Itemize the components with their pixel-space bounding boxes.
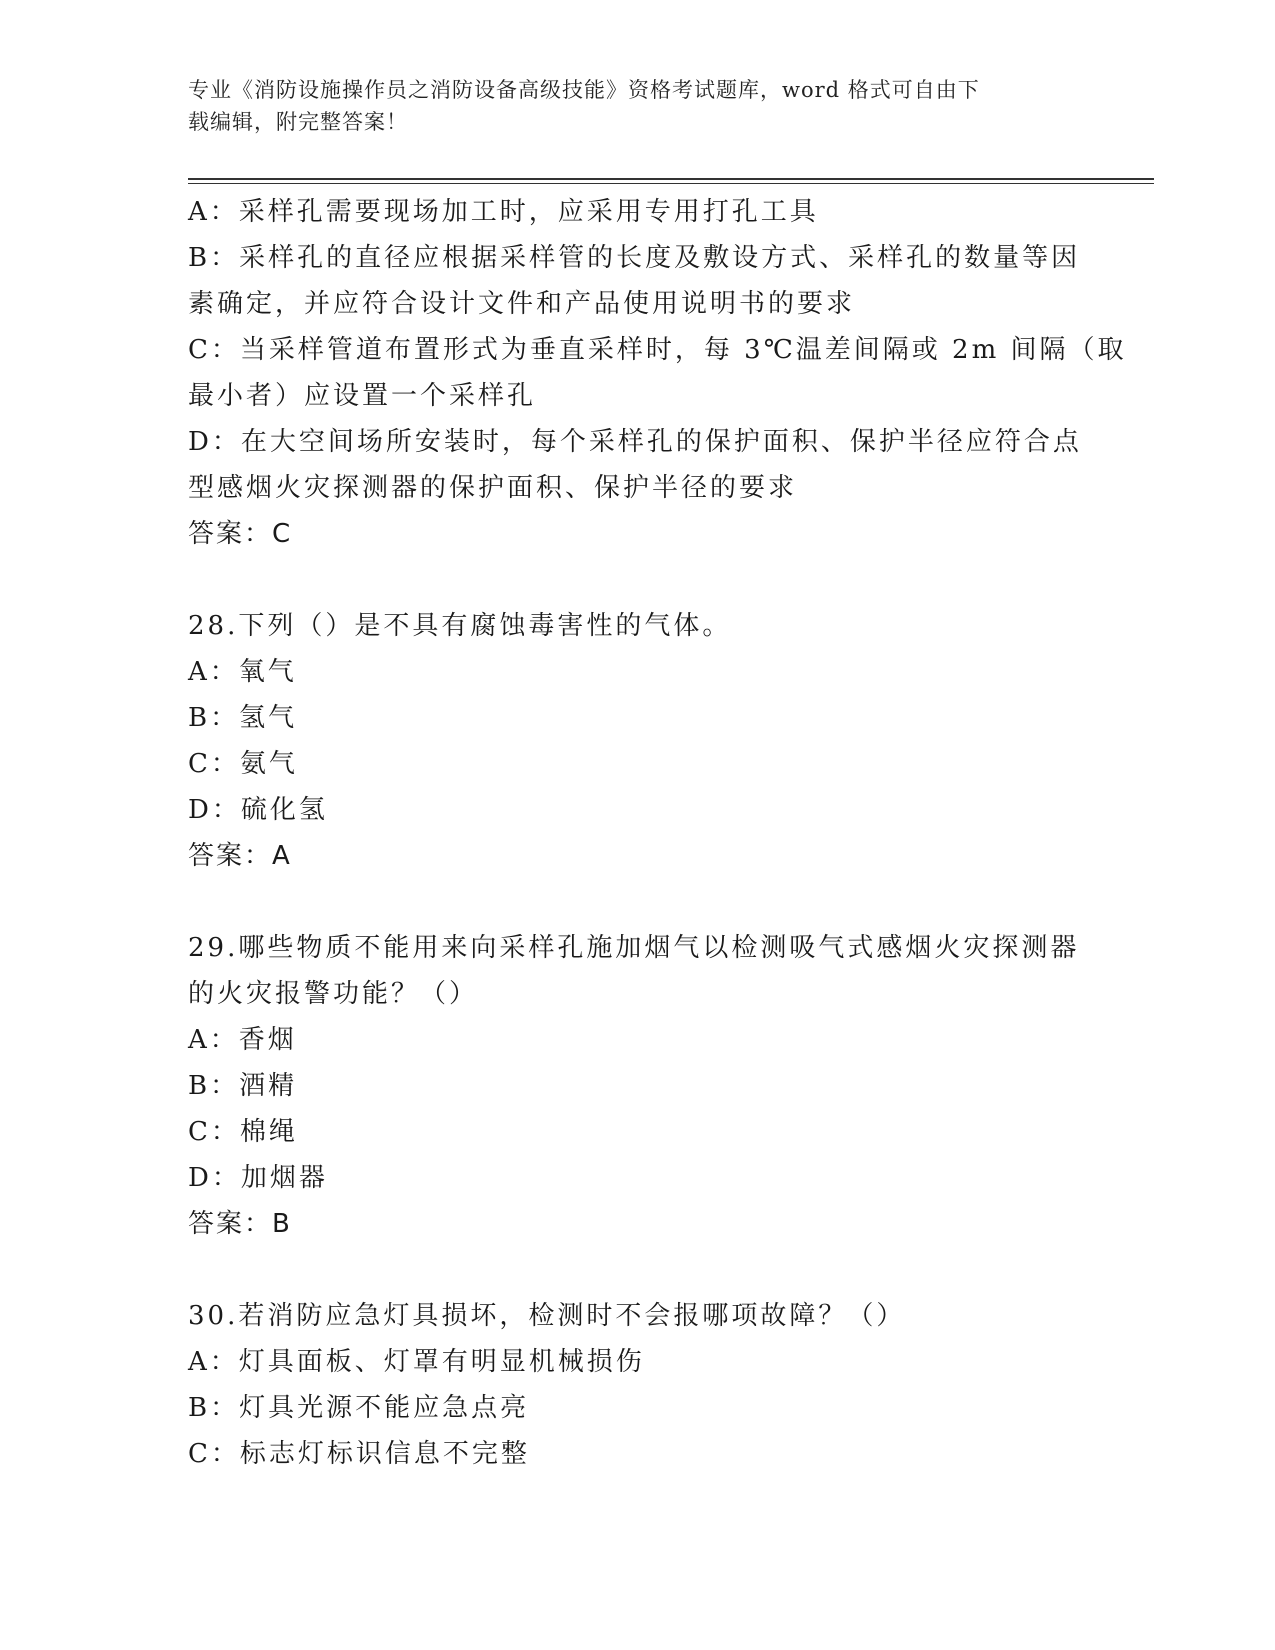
- q29-question-line-2: 的火灾报警功能？（）: [188, 979, 479, 1009]
- spacer: [188, 879, 1078, 925]
- q28-question: 28.下列（）是不具有腐蚀毒害性的气体。: [188, 611, 732, 641]
- q30-option-b: B：灯具光源不能应急点亮: [188, 1393, 530, 1423]
- q27-option-b-line-1: B：采样孔的直径应根据采样管的长度及敷设方式、采样孔的数量等因: [188, 243, 1081, 273]
- question-content: [188, 189, 1127, 1477]
- question-30-block: [188, 1293, 1078, 1477]
- header-divider-thin: [188, 183, 1154, 184]
- question-28-block: [188, 603, 1078, 879]
- q29-option-d: D：加烟器: [188, 1163, 328, 1193]
- q29-answer: 答案：B: [188, 1209, 292, 1239]
- q27-option-d-line-1: D：在大空间场所安装时，每个采样孔的保护面积、保护半径应符合点: [188, 427, 1082, 457]
- q30-option-a: A：灯具面板、灯罩有明显机械损伤: [188, 1347, 645, 1377]
- q29-option-a: A：香烟: [188, 1025, 297, 1055]
- q28-option-b: B：氢气: [188, 703, 298, 733]
- q27-option-c-line-2: 最小者）应设置一个采样孔: [188, 381, 537, 411]
- q27-answer: 答案：C: [188, 519, 293, 549]
- header-line-2: 载编辑，附完整答案！: [188, 110, 408, 134]
- q29-question-line-1: 29.哪些物质不能用来向采样孔施加烟气以检测吸气式感烟火灾探测器: [188, 933, 1080, 963]
- header-line-1: 专业《消防设施操作员之消防设备高级技能》资格考试题库，word 格式可自由下: [188, 78, 980, 102]
- q27-option-a: A：采样孔需要现场加工时，应采用专用打孔工具: [188, 197, 819, 227]
- q27-option-c-line-1: C：当采样管道布置形式为垂直采样时，每 3℃温差间隔或 2m 间隔（取: [188, 335, 1127, 365]
- question-27-block: [188, 189, 1127, 557]
- q27-option-d-line-2: 型感烟火灾探测器的保护面积、保护半径的要求: [188, 473, 798, 503]
- document-header: [188, 74, 1088, 138]
- spacer: [188, 1247, 1078, 1293]
- q28-option-a: A：氧气: [188, 657, 297, 687]
- question-29-block: [188, 925, 1078, 1247]
- q28-option-d: D：硫化氢: [188, 795, 328, 825]
- spacer: [188, 557, 1078, 603]
- q30-option-c: C：标志灯标识信息不完整: [188, 1439, 530, 1469]
- q29-option-c: C：棉绳: [188, 1117, 298, 1147]
- q28-option-c: C：氨气: [188, 749, 298, 779]
- q30-question: 30.若消防应急灯具损坏，检测时不会报哪项故障？（）: [188, 1301, 906, 1331]
- q27-option-b-line-2: 素确定，并应符合设计文件和产品使用说明书的要求: [188, 289, 856, 319]
- header-divider-thick: [188, 178, 1154, 180]
- q28-answer: 答案：A: [188, 841, 292, 871]
- q29-option-b: B：酒精: [188, 1071, 298, 1101]
